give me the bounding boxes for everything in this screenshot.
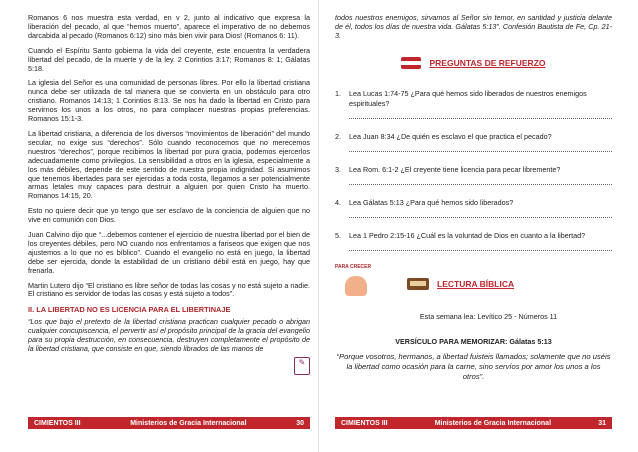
lectura-title: LECTURA BÍBLICA — [437, 278, 515, 289]
right-page — [319, 0, 638, 452]
weekly-reading: Esta semana lea: Levítico 25 - Números 11 — [419, 311, 558, 321]
question-number: 1. — [335, 88, 341, 98]
bookmark-icon: ✎ — [294, 357, 310, 375]
question-number: 4. — [335, 197, 341, 207]
answer-line[interactable] — [349, 209, 612, 218]
memory-verse: “Porque vosotros, hermanos, a libertad fuisteis llamados; solamente que no uséis la libertad como ocasión para la carne, sino servíos por amor los unos a los otros”. — [336, 351, 611, 381]
paragraph: Cuando el Espíritu Santo gobierna la vida del creyente, este encuentra la verdadera libertad del pecado, de la muerte y de la ley. 2 Corintios 3:17; Romanos 8: 1; Gálatas 5:18. — [28, 45, 310, 73]
question-number: 3. — [335, 164, 341, 174]
lectura-section — [335, 264, 612, 304]
strong-arm-icon — [335, 264, 385, 304]
questions-header — [335, 57, 612, 69]
memory-verse-header: VERSÍCULO PARA MEMORIZAR: Gálatas 5:13 — [395, 336, 552, 346]
paragraph: Romanos 6 nos muestra esta verdad, en v 2, junto al indicativo que expresa la liberación del pecado, al que “hemos muerto”, aparece el imperativo de no debemos darcabida al pecado (Romanos 6:12) sino más bien vivir para Dios! (Romanos 6: 11). — [28, 13, 310, 40]
question-item — [335, 165, 612, 185]
footer-ministry: Ministerios de Gracia Internacional — [434, 419, 552, 427]
answer-line[interactable] — [349, 110, 612, 119]
question-text: Lea Juan 8:34 ¿De quién es esclavo el que practica el pecado? — [349, 131, 552, 141]
question-item — [335, 198, 612, 218]
question-item — [335, 231, 612, 251]
footer — [28, 417, 310, 429]
questions-title: PREGUNTAS DE REFUERZO — [429, 57, 546, 68]
page-number: 30 — [296, 419, 304, 427]
question-number: 5. — [335, 230, 341, 240]
paragraph: Martin Lutero dijo “El cristiano es libre señor de todas las cosas y no está sujeto a nadie. El cristiano es servidor de todas las cosas y está sujeto a todos”. — [28, 280, 310, 299]
answer-line[interactable] — [349, 143, 612, 152]
questions-list — [335, 89, 612, 251]
question-number: 2. — [335, 131, 341, 141]
question-text: Lea Lucas 1:74-75 ¿Para qué hemos sido liberados de nuestros enemigos espirituales? — [349, 88, 587, 108]
paragraph: todos nuestros enemigos, sirvamos al Señor sin temor, en santidad y justicia delante de él, todos los días de nuestra vida. Gálatas 5:13”. Confesión Bautista de Fe, Cp. 21-3. — [335, 13, 612, 40]
para-crecer-label: PARA CRECER — [335, 263, 372, 270]
paragraph: La iglesia del Señor es una comunidad de personas libres. Por ello la libertad cristiana nunca debe ser utilizada de tal manera que se convierta en un obstáculo para otro cristiano. Romanos 14:13; 1 Corintios 8:13. Se nos ha dado la libertad en Cristo para servirnos los unos a los otros, no para complacer nuestras propias preferencias. Romanos 15:1-3. — [28, 78, 310, 124]
question-text: Lea 1 Pedro 2:15-16 ¿Cuál es la voluntad de Dios en cuanto a la libertad? — [349, 230, 586, 240]
bible-icon — [407, 278, 429, 290]
paragraph: “Los que bajo el pretexto de la libertad cristiana practican cualquier pecado o abrigan cualquier concupiscencia, el pervertir así el propósito principal de la gracia del evangelio para su propia destrucción, en consecuencia, destruyen completamente el propósito de la libertad cristiana, que consiste en que, siendo librados de las manos de — [28, 317, 310, 354]
question-item — [335, 132, 612, 152]
question-text: Lea Rom. 6:1-2 ¿El creyente tiene licencia para pecar libremente? — [349, 164, 561, 174]
section-title: II. LA LIBERTAD NO ES LICENCIA PARA EL LIBERTINAJE — [28, 305, 231, 315]
answer-line[interactable] — [349, 176, 612, 185]
question-text: Lea Gálatas 5:13 ¿Para qué hemos sido liberados? — [349, 197, 514, 207]
question-item — [335, 89, 612, 119]
paragraph: Esto no quiere decir que yo tengo que ser esclavo de la conciencia de alguien que no vive en comunión con Dios. — [28, 206, 310, 225]
flag-icon — [401, 57, 421, 69]
footer-book-title: CIMIENTOS III — [34, 419, 81, 427]
footer-book-title: CIMIENTOS III — [341, 419, 388, 427]
footer-ministry: Ministerios de Gracia Internacional — [130, 419, 247, 427]
answer-line[interactable] — [349, 242, 612, 251]
paragraph: Juan Calvino dijo que “...debemos contener el ejercicio de nuestra libertad por el bien de los creyentes débiles, pero NO cuando nos enfrentamos a fariseos que exigen que nos ajustemos a lo que no es bíblico”. Cuando el evangelio no está en juego, la libertad debe ser ejercida, donde la estabilidad de un cristiano débil está en juego, hay que frenarla. — [28, 230, 310, 275]
paragraph: La libertad cristiana, a diferencia de los diversos “movimientos de liberación” del mundo secular, no exige sus “derechos”. Sólo cuando reconocemos que no merecemos nuestros “derechos”, porque recibimos la libertad por pura gracia, podemos ejercerlos adecuadamente como privilegios. La sensibilidad a otros en la iglesia, especialmente a los más débiles, depende de este sentido de nuestra propia indignidad. Si asumimos que tenemos libertades para ser ejercidas a toda costa, llegamos a ser potencialmente armas letales muy capaces para destruir a alguien por quien Cristo ha muerto. Romanos 14:15, 20. — [28, 128, 310, 201]
footer — [335, 417, 612, 429]
page-number: 31 — [598, 419, 606, 427]
